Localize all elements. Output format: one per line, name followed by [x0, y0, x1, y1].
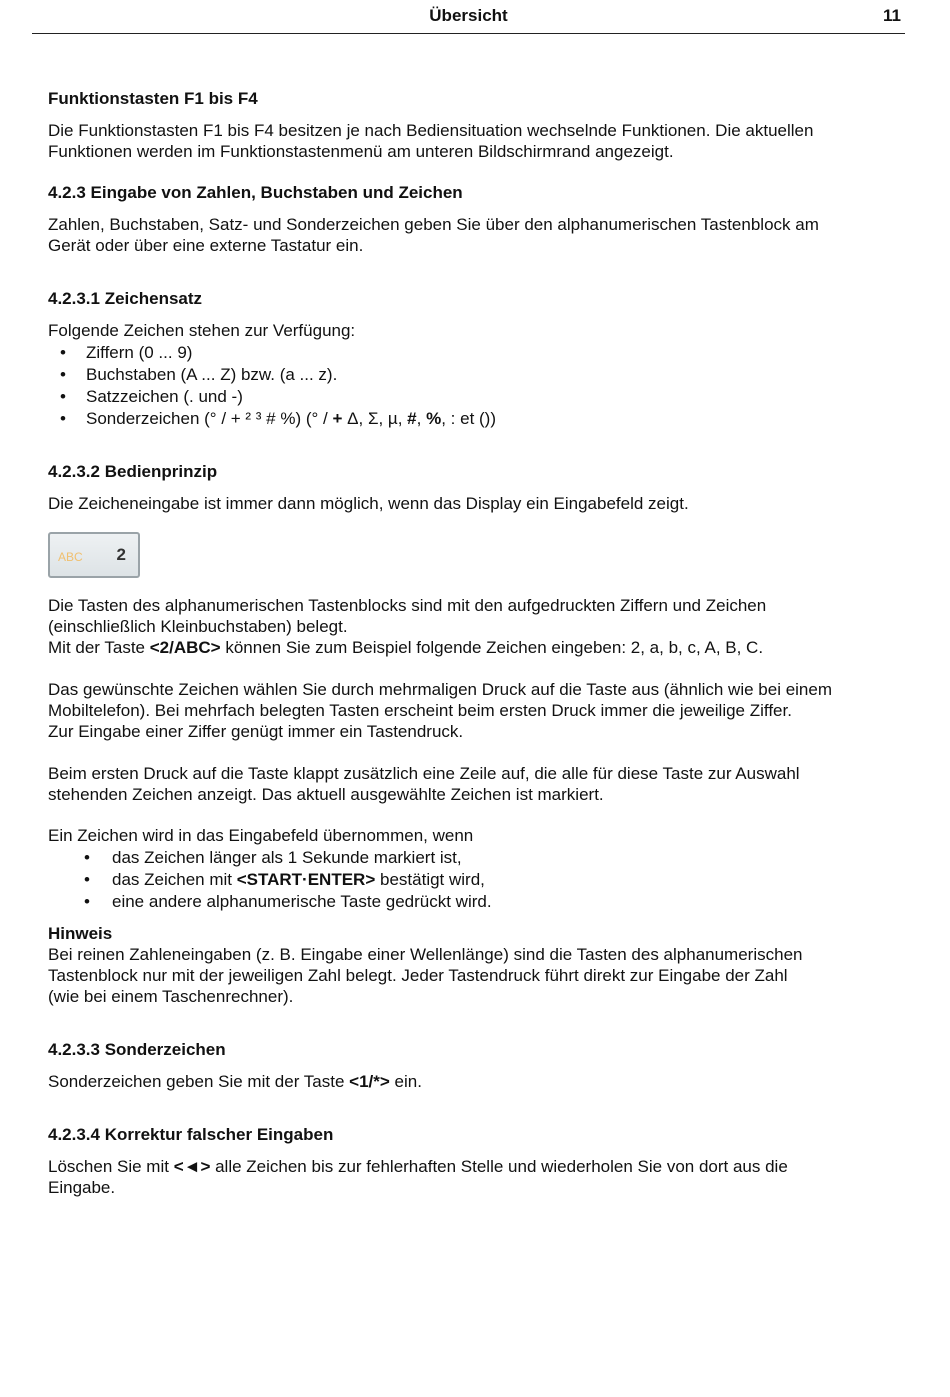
text-span: bestätigt wird,	[375, 870, 485, 889]
text-span: können Sie zum Beispiel folgende Zeichen eingeben: 2, a, b, c, A, B, C.	[220, 638, 764, 657]
text-span: Δ, Σ, µ,	[342, 409, 408, 428]
text-line: Gerät oder über eine externe Tastatur ein.	[48, 236, 364, 255]
page-header	[32, 0, 905, 34]
input-field-label: ABC	[58, 550, 83, 564]
text-line: Bei reinen Zahleneingaben (z. B. Eingabe einer Wellenlänge) sind die Tasten des alphanumerischen	[48, 945, 803, 964]
key-label: <◄>	[173, 1157, 211, 1176]
text-line: Funktionen werden im Funktionstastenmenü am unteren Bildschirmrand angezeigt.	[48, 142, 674, 161]
header-title: Übersicht	[429, 6, 508, 25]
bedienprinzip-intro: Die Zeicheneingabe ist immer dann möglich, wenn das Display ein Eingabefeld zeigt.	[48, 494, 689, 513]
key-label: <1/*>	[349, 1072, 390, 1091]
heading-sonderzeichen: 4.2.3.3 Sonderzeichen	[48, 1040, 226, 1059]
text-line	[48, 1156, 898, 1177]
text-line: Die Tasten des alphanumerischen Tastenblocks sind mit den aufgedruckten Ziffern und Zeichen	[48, 596, 767, 615]
text-line: Das gewünschte Zeichen wählen Sie durch mehrmaligen Druck auf die Taste aus (ähnlich wie bei einem	[48, 680, 832, 699]
text-line: Die Funktionstasten F1 bis F4 besitzen je nach Bediensituation wechselnde Funktionen. Die aktuellen	[48, 121, 814, 140]
text-line: (wie bei einem Taschenrechner).	[48, 987, 294, 1006]
text-span: Sonderzeichen geben Sie mit der Taste	[48, 1072, 350, 1091]
text-line: Tastenblock nur mit der jeweiligen Zahl belegt. Jeder Tastendruck führt direkt zur Eingabe der Zahl	[48, 966, 788, 985]
hint-heading: Hinweis	[48, 924, 113, 943]
text-span: ,	[416, 409, 427, 428]
paragraph-auswahl	[48, 679, 898, 742]
text-span: Mit der Taste	[48, 638, 150, 657]
zeichensatz-intro: Folgende Zeichen stehen zur Verfügung:	[48, 321, 356, 340]
paragraph-tasten	[48, 595, 898, 658]
korrektur-text	[48, 1156, 898, 1198]
list-item: • das Zeichen länger als 1 Sekunde markiert ist,	[48, 847, 898, 869]
list-item: • Buchstaben (A ... Z) bzw. (a ... z).	[48, 364, 898, 386]
bold-span: %	[426, 409, 442, 428]
text-span: Löschen Sie mit	[48, 1157, 174, 1176]
heading-korrektur: 4.2.3.4 Korrektur falscher Eingaben	[48, 1125, 334, 1144]
page-content	[48, 88, 898, 1198]
uebernahme-list	[48, 847, 898, 913]
text-line: Beim ersten Druck auf die Taste klappt zusätzlich eine Zeile auf, die alle für diese Taste zur Auswahl	[48, 764, 800, 783]
text-span: ein.	[389, 1072, 422, 1091]
heading-eingabe: 4.2.3 Eingabe von Zahlen, Buchstaben und Zeichen	[48, 183, 463, 202]
page-number: 11	[883, 6, 901, 25]
list-item: • Satzzeichen (. und -)	[48, 386, 898, 408]
list-item: • Ziffern (0 ... 9)	[48, 342, 898, 364]
input-field-illustration	[48, 532, 140, 578]
paragraph-eingabe	[48, 214, 898, 256]
text-span: , : et ())	[441, 409, 496, 428]
key-label: <2/ABC>	[149, 638, 221, 657]
text-line: Eingabe.	[48, 1178, 116, 1197]
text-line: stehenden Zeichen anzeigt. Das aktuell ausgewählte Zeichen ist markiert.	[48, 785, 604, 804]
bold-span: +	[332, 409, 343, 428]
zeichensatz-list	[48, 342, 898, 430]
bold-span: #	[407, 409, 417, 428]
text-span: das Zeichen mit	[112, 870, 237, 889]
key-label: <START·ENTER>	[236, 870, 376, 889]
heading-funktionstasten: Funktionstasten F1 bis F4	[48, 89, 258, 108]
uebernahme-intro: Ein Zeichen wird in das Eingabefeld übernommen, wenn	[48, 826, 474, 845]
list-item	[48, 869, 898, 891]
heading-bedienprinzip: 4.2.3.2 Bedienprinzip	[48, 462, 218, 481]
text-line: (einschließlich Kleinbuchstaben) belegt.	[48, 617, 348, 636]
list-item-sonderzeichen	[48, 408, 898, 430]
text-line: Mobiltelefon). Bei mehrfach belegten Tasten erscheint beim ersten Druck immer die jeweilige Ziffer.	[48, 701, 792, 720]
heading-zeichensatz: 4.2.3.1 Zeichensatz	[48, 289, 203, 308]
input-field-value: 2	[116, 545, 126, 564]
text-span: Sonderzeichen (° / + ² ³ # %) (° /	[86, 409, 333, 428]
sonderzeichen-text	[48, 1071, 898, 1092]
text-line	[48, 637, 898, 658]
list-item: • eine andere alphanumerische Taste gedrückt wird.	[48, 891, 898, 913]
hint-text	[48, 944, 898, 1007]
text-line: Zahlen, Buchstaben, Satz- und Sonderzeichen geben Sie über den alphanumerischen Tastenblock am	[48, 215, 819, 234]
paragraph-funktionstasten	[48, 120, 898, 162]
text-line: Zur Eingabe einer Ziffer genügt immer ein Tastendruck.	[48, 722, 464, 741]
text-span: alle Zeichen bis zur fehlerhaften Stelle und wiederholen Sie von dort aus die	[210, 1157, 788, 1176]
paragraph-erster-druck	[48, 763, 898, 805]
